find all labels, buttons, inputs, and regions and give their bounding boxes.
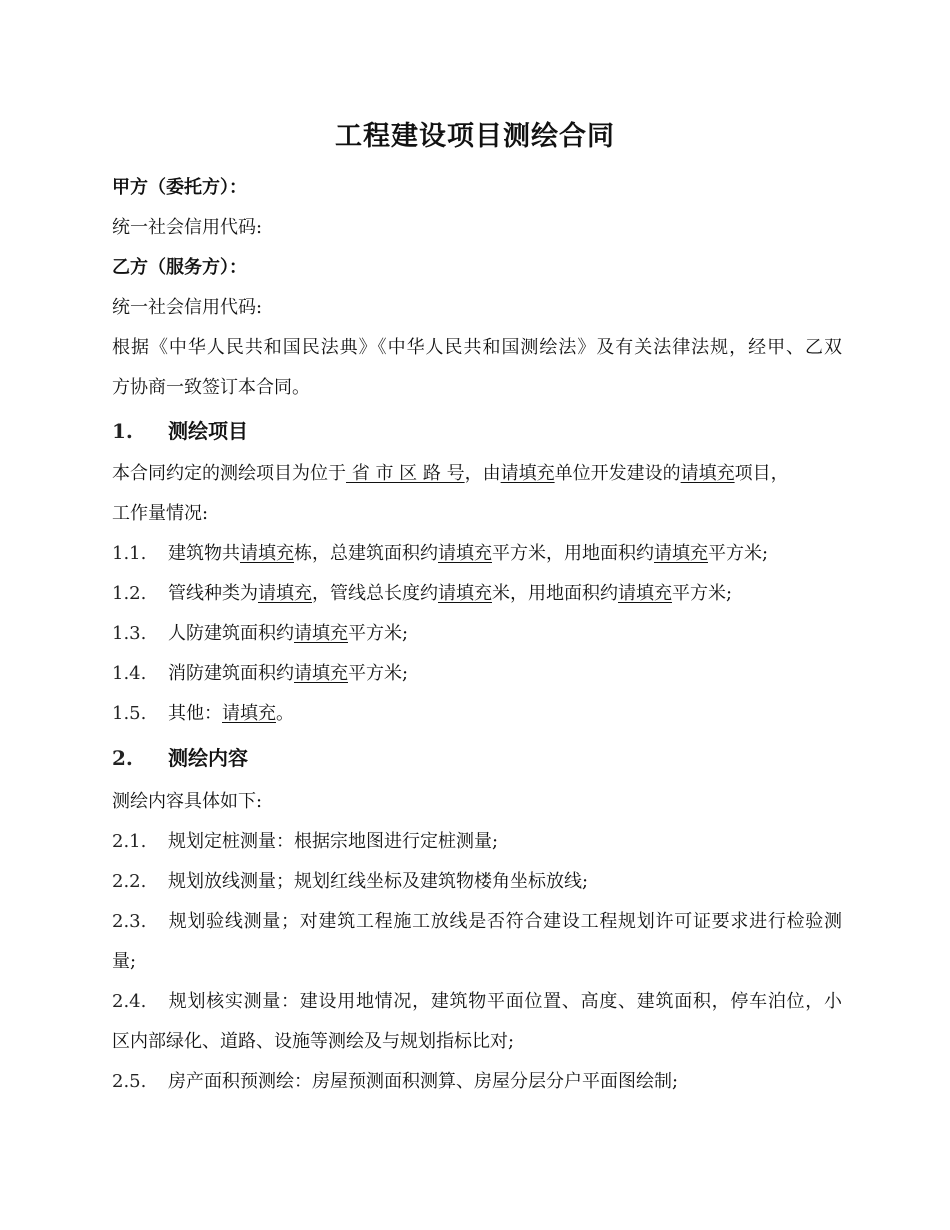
- section-2-item: [112, 910, 842, 934]
- intro-text: 本合同约定的测绘项目为位于: [112, 463, 346, 484]
- item-number: 2.1.: [112, 831, 147, 852]
- item-number: 1.2.: [112, 583, 147, 604]
- item-text: 消防建筑面积约: [168, 663, 294, 684]
- item-continuation: 量;: [112, 951, 137, 972]
- section-2-item: [112, 870, 842, 894]
- item-number: 2.3.: [112, 911, 147, 932]
- item-number: 1.4.: [112, 663, 147, 684]
- item-text: ，管线总长度约: [312, 583, 438, 604]
- item-text: 平方米，用地面积约: [492, 543, 654, 564]
- item-number: 1.5.: [112, 703, 147, 724]
- section-1-item: [112, 702, 842, 726]
- fill-field[interactable]: 请填充: [294, 623, 348, 644]
- section-title: 测绘项目: [168, 419, 248, 443]
- fill-field[interactable]: 请填充: [654, 543, 708, 564]
- item-text: 平方米;: [348, 623, 409, 644]
- fill-field[interactable]: 请填充: [618, 583, 672, 604]
- item-text: 人防建筑面积约: [168, 623, 294, 644]
- item-number: 1.3.: [112, 623, 147, 644]
- fill-field[interactable]: 请填充: [438, 583, 492, 604]
- item-number: 2.5.: [112, 1071, 147, 1092]
- fill-field[interactable]: 请填充: [222, 703, 276, 724]
- item-continuation: 区内部绿化、道路、设施等测绘及与规划指标比对;: [112, 1031, 515, 1052]
- item-text: 规划验线测量；对建筑工程施工放线是否符合建设工程规划许可证要求进行检验测: [168, 911, 842, 932]
- section-2-heading: [112, 745, 248, 771]
- intro-text: ，由: [464, 463, 501, 484]
- intro-text: 项目，: [734, 463, 789, 484]
- party-a-label: 甲方（委托方）：: [112, 177, 247, 198]
- project-fill-field[interactable]: 请填充: [680, 463, 735, 484]
- section-title: 测绘内容: [168, 746, 248, 770]
- section-1-heading: [112, 418, 248, 444]
- section-1-item: [112, 622, 842, 646]
- item-number: 2.2.: [112, 871, 147, 892]
- item-text: 管线种类为: [168, 583, 258, 604]
- section-2-intro: 测绘内容具体如下:: [112, 791, 263, 812]
- item-text: 栋，总建筑面积约: [294, 543, 438, 564]
- item-text: 其他：: [168, 703, 222, 724]
- section-2-item: [112, 830, 842, 854]
- fill-field[interactable]: 请填充: [240, 543, 294, 564]
- item-text: 建筑物共: [168, 543, 240, 564]
- fill-field[interactable]: 请填充: [294, 663, 348, 684]
- section-2-item: [112, 990, 842, 1014]
- preamble-line-1: 根据《中华人民共和国民法典》《中华人民共和国测绘法》及有关法律法规，经甲、乙双: [112, 337, 842, 358]
- section-1-item: [112, 582, 842, 606]
- item-text: 平方米;: [708, 543, 769, 564]
- section-1-intro-line-2: 工作量情况:: [112, 503, 209, 524]
- item-text: 平方米;: [348, 663, 409, 684]
- section-1-item: [112, 662, 842, 686]
- item-number: 1.1.: [112, 543, 147, 564]
- item-number: 2.4.: [112, 991, 147, 1012]
- fill-field[interactable]: 请填充: [258, 583, 312, 604]
- item-text: 平方米;: [672, 583, 733, 604]
- item-text: 。: [276, 703, 294, 724]
- party-b-label: 乙方（服务方）：: [112, 257, 247, 278]
- item-text: 房产面积预测绘：房屋预测面积测算、房屋分层分户平面图绘制;: [168, 1071, 679, 1092]
- item-text: 规划定桩测量：根据宗地图进行定桩测量;: [168, 831, 499, 852]
- item-text: 米，用地面积约: [492, 583, 618, 604]
- preamble-line-2: 方协商一致签订本合同。: [112, 377, 310, 398]
- section-number: 2.: [112, 746, 133, 770]
- location-fill-field[interactable]: 省 市 区 路 号: [346, 463, 465, 484]
- party-a-credit-code: 统一社会信用代码:: [112, 217, 263, 238]
- party-b-credit-code: 统一社会信用代码:: [112, 297, 263, 318]
- fill-field[interactable]: 请填充: [438, 543, 492, 564]
- document-title: 工程建设项目测绘合同: [335, 121, 615, 152]
- developer-fill-field[interactable]: 请填充: [500, 463, 555, 484]
- intro-text: 单位开发建设的: [554, 463, 681, 484]
- item-text: 规划放线测量；规划红线坐标及建筑物楼角坐标放线;: [168, 871, 589, 892]
- section-number: 1.: [112, 419, 133, 443]
- section-2-item: [112, 1070, 842, 1094]
- item-text: 规划核实测量：建设用地情况，建筑物平面位置、高度、建筑面积，停车泊位，小: [168, 991, 842, 1012]
- section-1-item: [112, 542, 842, 566]
- section-1-intro-line-1: [112, 462, 842, 486]
